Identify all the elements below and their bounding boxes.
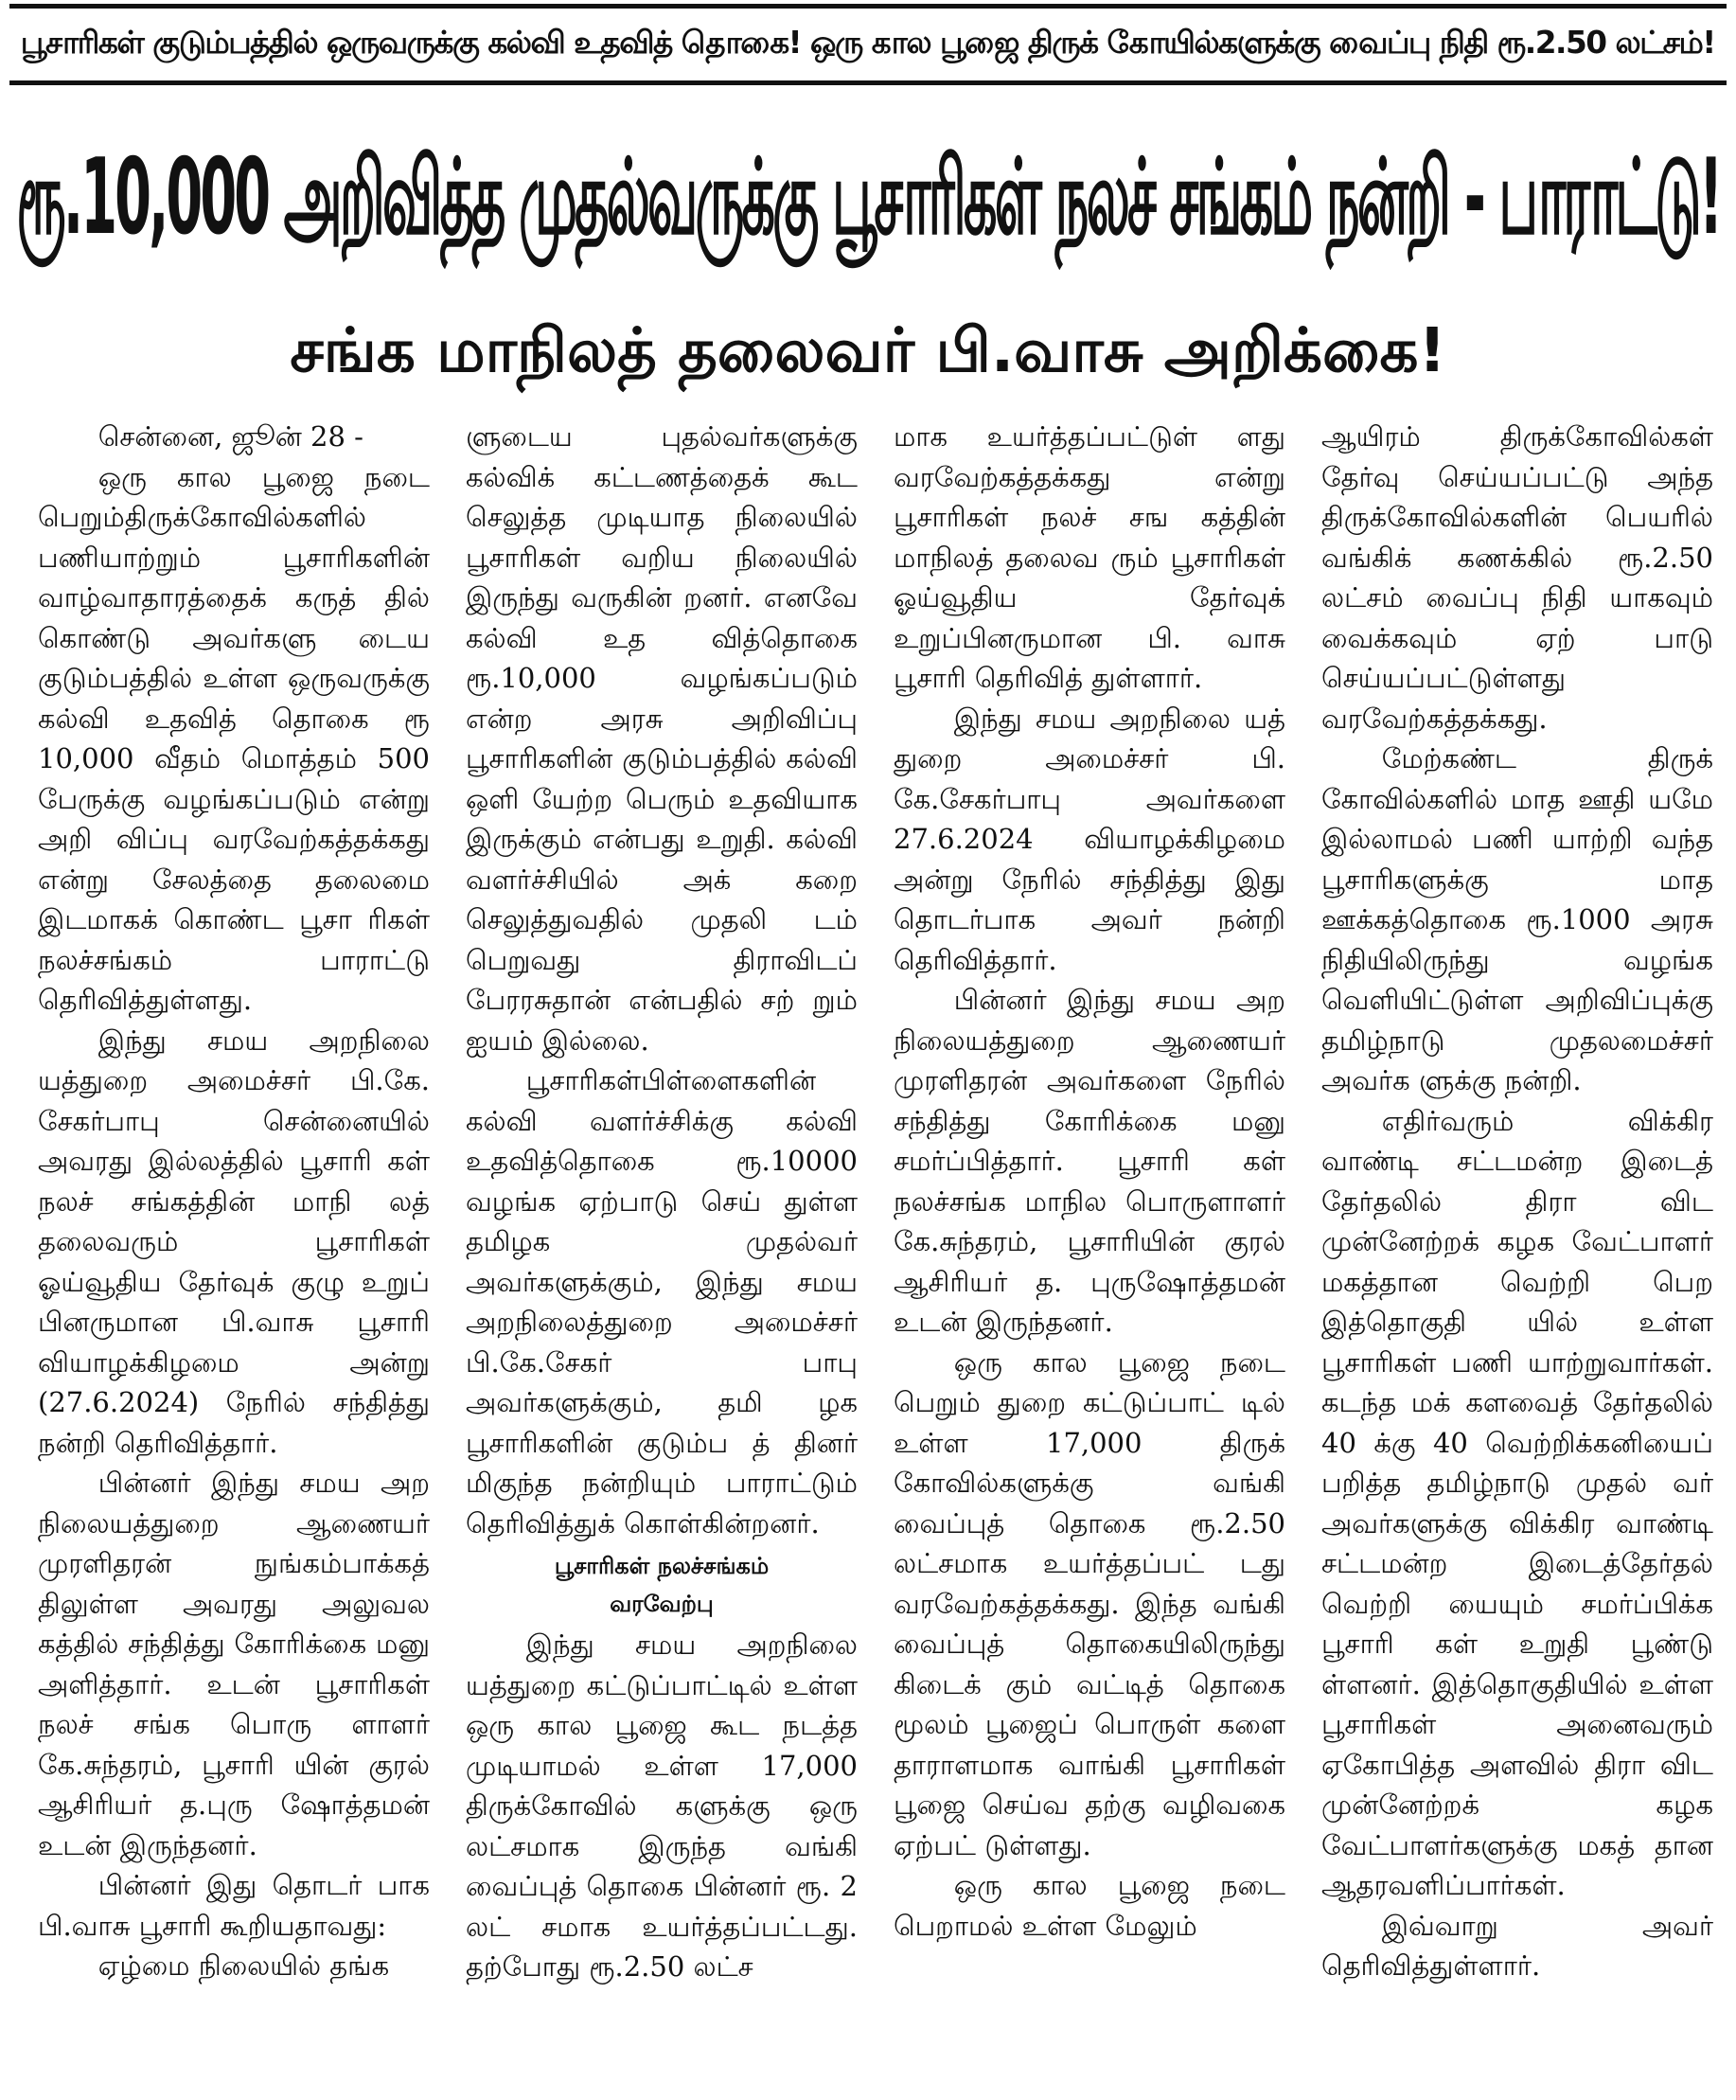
section-subtitle-line-1: பூசாரிகள் நலச்சங்கம்	[554, 1553, 770, 1579]
column-4	[1321, 417, 1713, 2092]
paragraph: இந்து சமய அறநிலை யத்துறை அமைச்சர் பி.கே. சேகர்பாபு சென்னையில் அவரது இல்லத்தில் பூசாரி கள் நலச் சங்கத்தின் மாநி லத் தலைவரும் பூசாரிகள் ஓய்வூதிய தேர்வுக் குழு உறுப் பினருமான பி.வாசு பூசாரி வியாழக்கிழமை அன்று (27.6.2024) நேரில் சந்தித்து நன்றி தெரிவித்தார்.	[38, 1023, 430, 1459]
paragraph: பூசாரிகள்பிள்ளைகளின் கல்வி வளர்ச்சிக்கு கல்வி உதவித்தொகை ரூ.10000 வழங்க ஏற்பாடு செய் துள்ள தமிழக முதல்வர் அவர்களுக்கும், இந்து சமய அறநிலைத்துறை அமைச்சர் பி.கே.சேகர் பாபு அவர்களுக்கும், தமி ழக பூசாரிகளின் குடும்ப த் தினர் மிகுந்த நன்றியும் பாராட்டும் தெரிவித்துக் கொள்கின்றனர்.	[466, 1064, 858, 1539]
paragraph: ஆயிரம் திருக்கோவில்கள் தேர்வு செய்யப்பட்டு அந்த திருக்கோவில்களின் பெயரில் வங்கிக் கணக்கில் ரூ.2.50 லட்சம் வைப்பு நிதி யாகவும் வைக்கவும் ஏற் பாடு செய்யப்பட்டுள்ளது வரவேற்கத்தக்கது.	[1321, 420, 1713, 735]
column-3	[894, 417, 1285, 2092]
dateline: சென்னை, ஜூன் 28 -	[97, 420, 363, 453]
paragraph: ஒரு கால பூஜை நடை பெறாமல் உள்ள மேலும்	[894, 1869, 1285, 1942]
section-subtitle	[466, 1547, 858, 1623]
section-subtitle-line-2: வரவேற்பு	[610, 1591, 714, 1617]
paragraph: பின்னர் இது தொடர் பாக பி.வாசு பூசாரி கூறியதாவது:	[38, 1869, 430, 1942]
paragraph: இந்து சமய அறநிலை யத் துறை அமைச்சர் பி. கே.சேகர்பாபு அவர்களை 27.6.2024 வியாழக்கிழமை அன்று நேரில் சந்தித்து இது தொடர்பாக அவர் நன்றி தெரிவித்தார்.	[894, 702, 1285, 976]
paragraph: இந்து சமய அறநிலை யத்துறை கட்டுப்பாட்டில் உள்ள ஒரு கால பூஜை கூட நடத்த முடியாமல் உள்ள 17,000 திருக்கோவில் களுக்கு ஒரு லட்சமாக இருந்த வங்கி வைப்புத் தொகை பின்னர் ரூ. 2 லட் சமாக உயர்த்தப்பட்டது. தற்போது ரூ.2.50 லட்ச	[466, 1628, 858, 1983]
kicker-banner: பூசாரிகள் குடும்பத்தில் ஒருவருக்கு கல்வி உதவித் தொகை! ஒரு கால பூஜை திருக் கோயில்களுக்கு வைப்பு நிதி ரூ.2.50 லட்சம்!	[9, 4, 1727, 85]
paragraph: இவ்வாறு அவர் தெரிவித்துள்ளார்.	[1321, 1909, 1713, 1982]
paragraph: ஏழ்மை நிலையில் தங்க	[97, 1949, 390, 1982]
paragraph: ளுடைய புதல்வர்களுக்கு கல்விக் கட்டணத்தைக் கூட செலுத்த முடியாத நிலையில் பூசாரிகள் வறிய நிலையில் இருந்து வருகின் றனர். எனவே கல்வி உத வித்தொகை ரூ.10,000 வழங்கப்படும் என்ற அரசு அறிவிப்பு பூசாரிகளின் குடும்பத்தில் கல்வி ஒளி யேற்ற பெரும் உதவியாக இருக்கும் என்பது உறுதி. கல்வி வளர்ச்சியில் அக் கறை செலுத்துவதில் முதலி டம் பெறுவது திராவிடப் பேரரசுதான் என்பதில் சற் றும் ஐயம் இல்லை.	[466, 420, 858, 1057]
column-1	[38, 417, 430, 2092]
paragraph: எதிர்வரும் விக்கிர வாண்டி சட்டமன்ற இடைத் தேர்தலில் திரா விட முன்னேற்றக் கழக வேட்பாளர் மகத்தான வெற்றி பெற இத்தொகுதி யில் உள்ள பூசாரிகள் பணி யாற்றுவார்கள். கடந்த மக் களவைத் தேர்தலில் 40 க்கு 40 வெற்றிக்கனியைப் பறித்த தமிழ்நாடு முதல் வர் அவர்களுக்கு விக்கிர வாண்டி சட்டமன்ற இடைத்தேர்தல் வெற்றி யையும் சமர்ப்பிக்க பூசாரி கள் உறுதி பூண்டு ள்ளனர். இத்தொகுதியில் உள்ள பூசாரிகள் அனைவரும் ஏகோபித்த அளவில் திரா விட முன்னேற்றக் கழக வேட்பாளர்களுக்கு மகத் தான ஆதரவளிப்பார்கள்.	[1321, 1104, 1713, 1901]
subheadline: சங்க மாநிலத் தலைவர் பி.வாசு அறிக்கை!	[290, 316, 1446, 386]
paragraph: மாக உயர்த்தப்பட்டுள் ளது வரவேற்கத்தக்கது என்று பூசாரிகள் நலச் சங கத்தின் மாநிலத் தலைவ ரும் பூசாரிகள் ஓய்வூதிய தேர்வுக் உறுப்பினருமான பி. வாசு பூசாரி தெரிவித் துள்ளார்.	[894, 420, 1285, 694]
paragraph: பின்னர் இந்து சமய அற நிலையத்துறை ஆணையர் முரளிதரன் நுங்கம்பாக்கத் திலுள்ள அவரது அலுவல கத்தில் சந்தித்து கோரிக்கை மனு அளித்தார். உடன் பூசாரிகள் நலச் சங்க பொரு ளாளர் கே.சுந்தரம், பூசாரி யின் குரல் ஆசிரியர் த.புரு ஷோத்தமன் உடன் இருந்தனர்.	[38, 1467, 430, 1861]
article-columns	[38, 417, 1713, 2092]
column-2	[466, 417, 858, 2092]
paragraph: ஒரு கால பூஜை நடை பெறும்திருக்கோவில்களில் பணியாற்றும் பூசாரிகளின் வாழ்வாதாரத்தைக் கருத் தில் கொண்டு அவர்களு டைய குடும்பத்தில் உள்ள ஒருவருக்கு கல்வி உதவித் தொகை ரூ 10,000 வீதம் மொத்தம் 500 பேருக்கு வழங்கப்படும் என்று அறி விப்பு வரவேற்கத்தக்கது என்று சேலத்தை தலைமை இடமாகக் கொண்ட பூசா ரிகள் நலச்சங்கம் பாராட்டு தெரிவித்துள்ளது.	[38, 460, 430, 1016]
paragraph: பின்னர் இந்து சமய அற நிலையத்துறை ஆணையர் முரளிதரன் அவர்களை நேரில் சந்தித்து கோரிக்கை மனு சமர்ப்பித்தார். பூசாரி கள் நலச்சங்க மாநில பொருளாளர் கே.சுந்தரம், பூசாரியின் குரல் ஆசிரியர் த. புருஷோத்தமன் உடன் இருந்தனர்.	[894, 984, 1285, 1338]
headline: ரூ.10,000 அறிவித்த முதல்வருக்கு பூசாரிகள் நலச் சங்கம் நன்றி - பாராட்டு!	[16, 135, 1721, 258]
paragraph: மேற்கண்ட திருக் கோவில்களில் மாத ஊதி யமே இல்லாமல் பணி யாற்றி வந்த பூசாரிகளுக்கு மாத ஊக்கத்தொகை ரூ.1000 அரசு நிதியிலிருந்து வழங்க வெளியிட்டுள்ள அறிவிப்புக்கு தமிழ்நாடு முதலமைச்சர் அவர்க ளுக்கு நன்றி.	[1321, 742, 1713, 1096]
paragraph: ஒரு கால பூஜை நடை பெறும் துறை கட்டுப்பாட் டில் உள்ள 17,000 திருக் கோவில்களுக்கு வங்கி வைப்புத் தொகை ரூ.2.50 லட்சமாக உயர்த்தப்பட் டது வரவேற்கத்தக்கது. இந்த வங்கி வைப்புத் தொகையிலிருந்து கிடைக் கும் வட்டித் தொகை மூலம் பூஜைப் பொருள் களை தாராளமாக வாங்கி பூசாரிகள் பூஜை செய்வ தற்கு வழிவகை ஏற்பட் டுள்ளது.	[894, 1345, 1285, 1861]
